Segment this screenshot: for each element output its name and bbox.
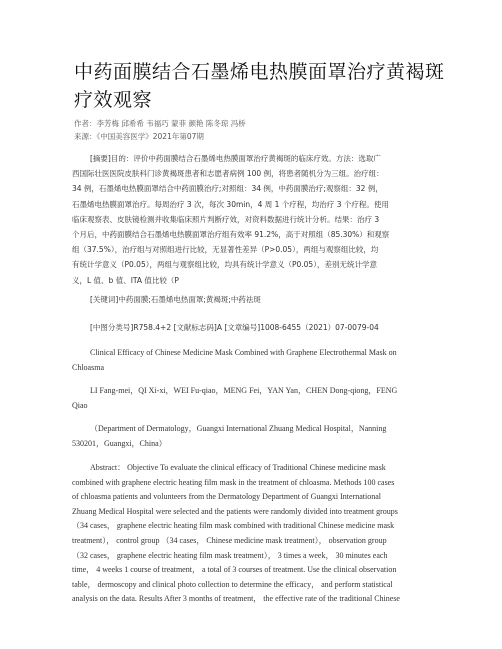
source-line: [74, 131, 204, 142]
abstract-en: [72, 461, 432, 607]
classification-cn: [72, 320, 432, 335]
source-journal: 《中国美容医学》2021年第07期: [96, 132, 204, 141]
abstract-en-line: Abstract： Objective To evaluate the clinical efficacy of Traditional Chinese medicine mask: [90, 463, 386, 472]
authors-line: [74, 118, 246, 129]
abstract-en-line: time， 4 weeks 1 course of treatment， a total of 3 courses of treatment. Use the clinical observation: [72, 565, 397, 575]
affiliation-en-line: 530201，Guangxi，China）: [72, 438, 167, 448]
abstract-cn-line: 个月后，中药面膜结合石墨烯电热膜面罩治疗组有效率 91.2%，高于对照组（85.30%）和观察: [72, 230, 390, 240]
title-en-line: Clinical Efficacy of Chinese Medicine Mask Combined with Graphene Electrothermal Mask on: [90, 348, 397, 357]
affiliation-en-line: （Department of Dermatology，Guangxi International Zhuang Medical Hospital，Nanning: [90, 424, 387, 433]
abstract-cn-line: 组（37.5%），治疗组与对照组进行比较，无显著性差异（P>0.05），两组与观察组比较，均: [72, 245, 379, 255]
authors-label: 作者：: [74, 119, 97, 128]
abstract-en-line: （32 cases， graphene electric heating film mask treatment）， 3 times a week， 30 minutes each: [72, 550, 388, 560]
title-en: [72, 346, 432, 375]
abstract-cn-line: 临床观察表、皮肤镜检测并收集临床照片判断疗效，对资料数据进行统计分析。结果：治疗 3: [72, 214, 380, 224]
abstract-en-line: treatment）， control group （34 cases， Chinese medicine mask treatment）， observation group: [72, 535, 387, 545]
abstract-en-line: analysis on the data. Results After 3 months of treatment， the effective rate of the traditional Chinese: [72, 594, 400, 604]
abstract-en-line: Zhuang Medical Hospital were selected and the patients were randomly divided into treatment groups: [72, 506, 398, 516]
title-line-1: 中药面膜结合石墨烯电热膜面罩治疗黄褐斑: [74, 61, 445, 83]
paper-title: [74, 58, 445, 114]
abstract-cn-line: 义，L 值、b 值、ITA 值比较（P: [72, 275, 179, 285]
abstract-cn-line: 石墨烯电热膜面罩治疗。每周治疗 3 次，每次 30min，4 周 1 个疗程，均治疗 3 个疗程。使用: [72, 199, 389, 209]
abstract-cn-line: 有统计学意义（P0.05），两组与观察组比较，均具有统计学意义（P0.05），差别无统计学意: [72, 260, 377, 270]
abstract-cn: [72, 151, 432, 288]
authors-names: 李芳梅 邱希希 韦福巧 蒙菲 颜艳 陈冬琼 冯桥: [96, 119, 246, 128]
classification-cn-text: [中图分类号]R758.4+2 [文献标志码]A [文章编号]1008-6455（2021）07-0079-04: [90, 323, 379, 332]
abstract-cn-line: [摘要]目的：评价中药面膜结合石墨烯电热膜面罩治疗黄褐斑的临床疗效。方法：选取广: [90, 154, 381, 163]
authors-en-line: Qiao: [72, 400, 88, 410]
authors-en: [72, 384, 432, 413]
affiliation-en: [72, 422, 432, 451]
abstract-en-line: combined with graphene electric heating film mask in the treatment of chloasma. Methods 100 cases: [72, 477, 395, 487]
keywords-cn-text: [关键词]中药面膜;石墨烯电热面罩;黄褐斑;中药祛斑: [90, 295, 261, 304]
authors-en-line: LI Fang-mei，QI Xi-xi，WEI Fu-qiao，MENG Fei，YAN Yan，CHEN Dong-qiong，FENG: [90, 386, 398, 395]
abstract-en-line: （34 cases， graphene electric heating film mask combined with traditional Chinese medicine mask: [72, 521, 395, 531]
title-en-line: Chloasma: [72, 362, 104, 372]
abstract-en-line: table， dermoscopy and clinical photo collection to determine the efficacy， and perform statistical: [72, 579, 393, 589]
title-line-2: 疗效观察: [74, 89, 153, 111]
abstract-en-line: of chloasma patients and volunteers from the Dermatology Department of Guangxi International: [72, 492, 382, 502]
abstract-cn-line: 34 例，石墨烯电热膜面罩结合中药面膜治疗;对照组：34 例，中药面膜治疗;观察组：32 例，: [72, 184, 383, 194]
keywords-cn: [72, 292, 432, 307]
abstract-cn-line: 西国际壮医医院皮肤科门诊黄褐斑患者和志愿者病例 100 例，将患者随机分为三组。治疗组：: [72, 169, 384, 179]
source-label: 来源：: [74, 132, 97, 141]
